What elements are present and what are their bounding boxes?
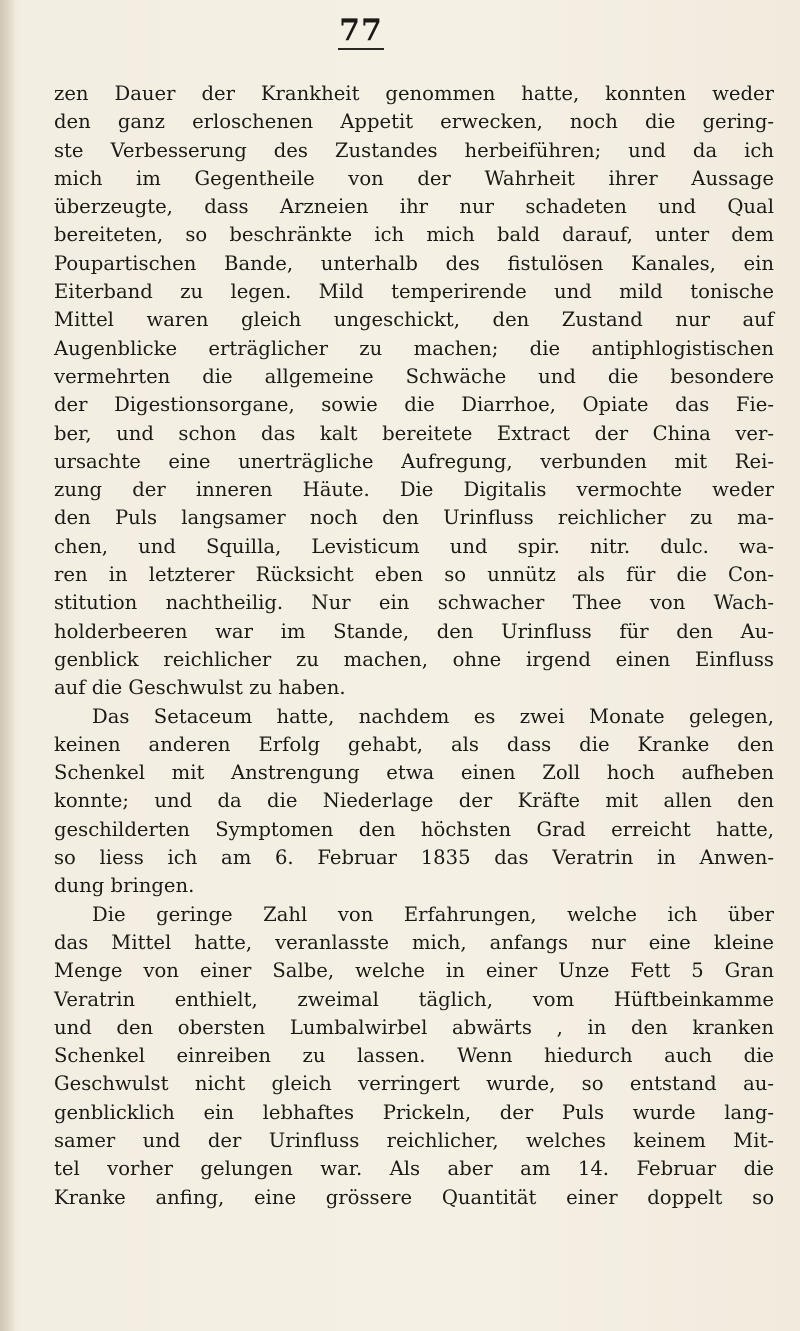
text-line: ren in letzterer Rücksicht eben so unnütz als für die Con-	[54, 563, 774, 587]
text-line: Mittel waren gleich ungeschickt, den Zustand nur auf	[54, 308, 774, 332]
text-line: Augenblicke erträglicher zu machen; die antiphlogistischen	[54, 336, 774, 360]
text-line: Schenkel einreiben zu lassen. Wenn hiedurch auch die	[54, 1044, 774, 1068]
text-line: geschilderten Symptomen den höchsten Grad erreicht hatte,	[54, 817, 774, 841]
text-line: samer und der Urinfluss reichlicher, welches keinem Mit-	[54, 1128, 774, 1152]
text-line: keinen anderen Erfolg gehabt, als dass die Kranke den	[54, 732, 774, 756]
text-line: vermehrten die allgemeine Schwäche und die besondere	[54, 364, 774, 388]
text-line: den Puls langsamer noch den Urinfluss reichlicher zu ma-	[54, 506, 774, 530]
text-line: ste Verbesserung des Zustandes herbeiführen; und da ich	[54, 138, 774, 162]
text-line: Schenkel mit Anstrengung etwa einen Zoll hoch aufheben	[54, 761, 774, 785]
text-line-paragraph-start: Das Setaceum hatte, nachdem es zwei Monate gelegen,	[92, 704, 774, 728]
text-line-paragraph-end: dung bringen.	[54, 874, 195, 898]
text-line: genblicklich ein lebhaftes Prickeln, der Puls wurde lang-	[54, 1100, 774, 1124]
text-line: und den obersten Lumbalwirbel abwärts , in den kranken	[54, 1015, 774, 1039]
text-line: bereiteten, so beschränkte ich mich bald darauf, unter dem	[54, 223, 774, 247]
text-line: Poupartischen Bande, unterhalb des fistulösen Kanales, ein	[54, 251, 774, 275]
text-line: holderbeeren war im Stande, den Urinfluss für den Au-	[54, 619, 774, 643]
text-line-paragraph-start: Die geringe Zahl von Erfahrungen, welche ich über	[92, 902, 774, 926]
text-line: das Mittel hatte, veranlasste mich, anfangs nur eine kleine	[54, 930, 774, 954]
text-line: Menge von einer Salbe, welche in einer Unze Fett 5 Gran	[54, 959, 774, 983]
page-number: 77	[339, 13, 383, 48]
text-line: chen, und Squilla, Levisticum und spir. nitr. dulc. wa-	[54, 534, 774, 558]
text-line: konnte; und da die Niederlage der Kräfte mit allen den	[54, 789, 774, 813]
body-text	[54, 80, 774, 1212]
text-line: stitution nachtheilig. Nur ein schwacher Thee von Wach-	[54, 591, 774, 615]
text-line: überzeugte, dass Arzneien ihr nur schadeten und Qual	[54, 195, 774, 219]
text-line: genblick reichlicher zu machen, ohne irgend einen Einfluss	[54, 647, 774, 671]
text-line: ursachte eine unerträgliche Aufregung, verbunden mit Rei-	[54, 449, 774, 473]
text-line: Kranke anfing, eine grössere Quantität einer doppelt so	[54, 1185, 774, 1209]
text-line: zung der inneren Häute. Die Digitalis vermochte weder	[54, 478, 774, 502]
text-line: ber, und schon das kalt bereitete Extract der China ver-	[54, 421, 774, 445]
text-line: Eiterband zu legen. Mild temperirende und mild tonische	[54, 280, 774, 304]
text-line: so liess ich am 6. Februar 1835 das Veratrin in Anwen-	[54, 846, 774, 870]
text-line: Veratrin enthielt, zweimal täglich, vom Hüftbeinkamme	[54, 987, 774, 1011]
text-line-paragraph-end: auf die Geschwulst zu haben.	[54, 676, 346, 700]
text-line: mich im Gegentheile von der Wahrheit ihrer Aussage	[54, 166, 774, 190]
text-line: der Digestionsorgane, sowie die Diarrhoe, Opiate das Fie-	[54, 393, 774, 417]
text-line: tel vorher gelungen war. Als aber am 14. Februar die	[54, 1157, 774, 1181]
text-line: Geschwulst nicht gleich verringert wurde, so entstand au-	[54, 1072, 774, 1096]
page-gutter	[0, 0, 14, 1331]
text-line: zen Dauer der Krankheit genommen hatte, konnten weder	[54, 82, 774, 105]
text-line: den ganz erloschenen Appetit erwecken, noch die gering-	[54, 110, 774, 134]
